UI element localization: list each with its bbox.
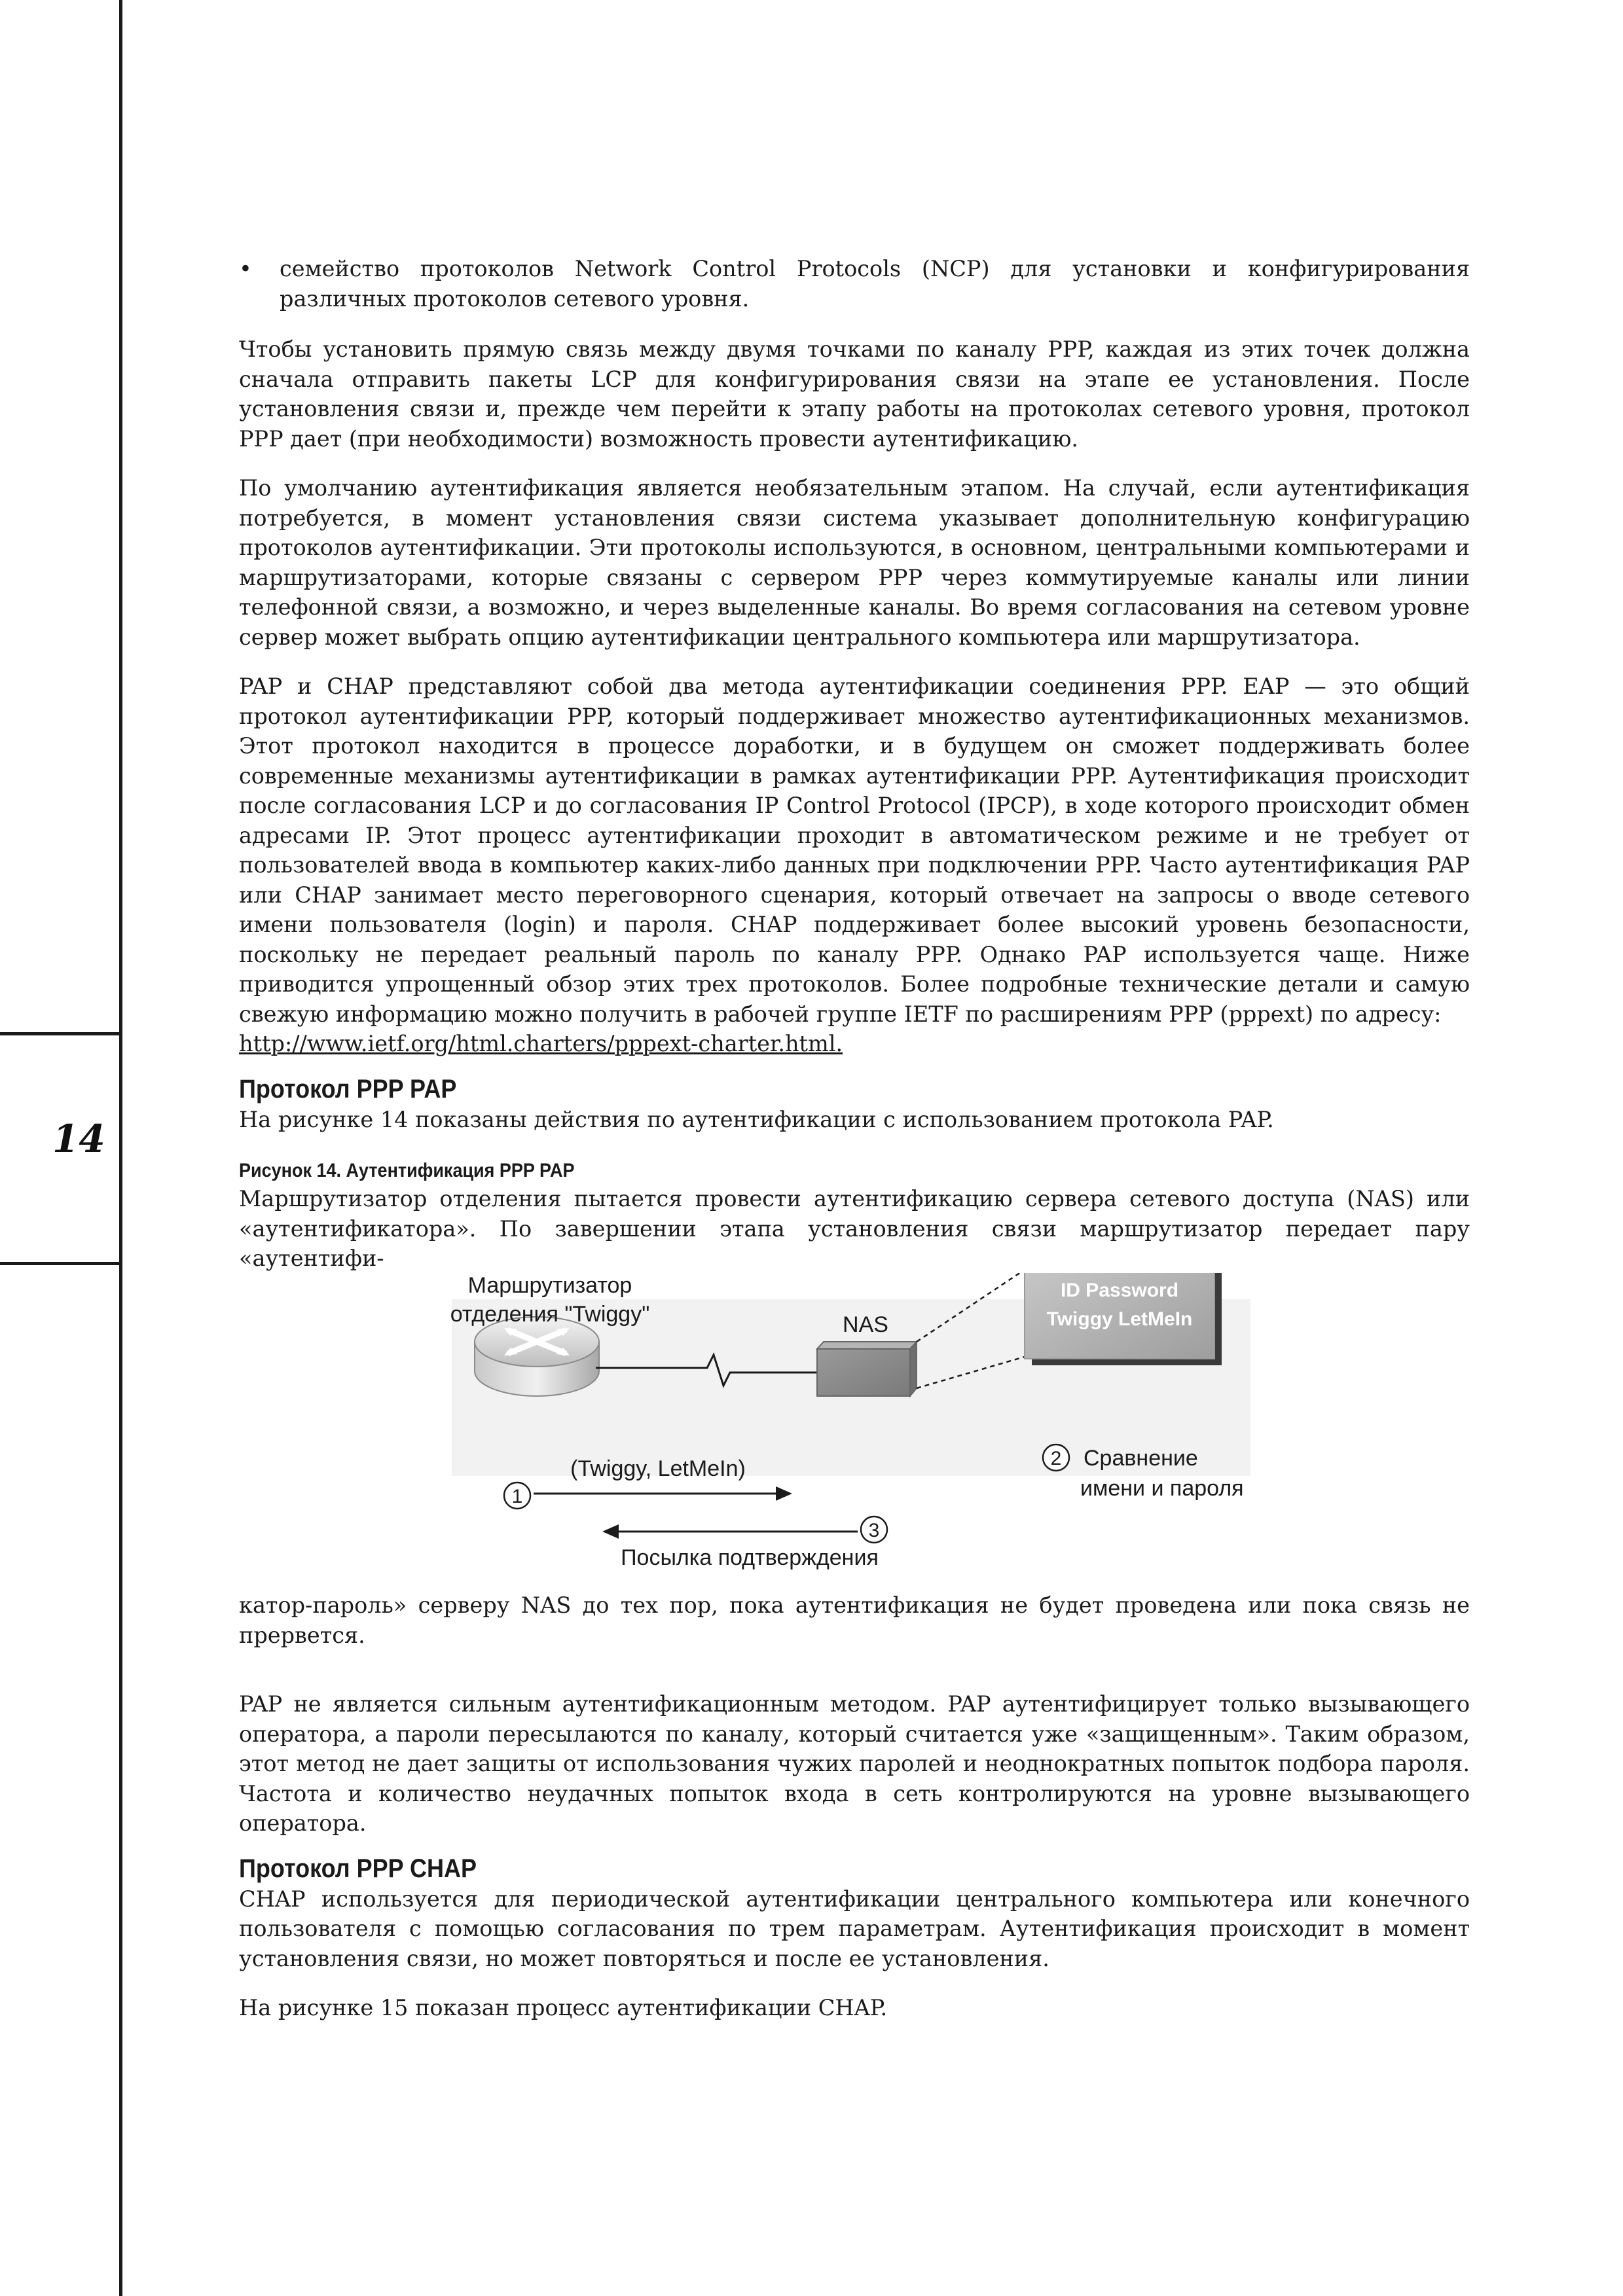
step1-label: (Twiggy, LetMeIn) — [570, 1456, 746, 1481]
main-content — [239, 254, 1470, 1274]
step3-number: 3 — [868, 1520, 880, 1541]
credentials-line2: Twiggy LetMeIn — [1046, 1308, 1193, 1330]
pap-weakness: PAP не является сильным аутентификационным методом. PAP аутентифицирует только вызывающего оператора, а пароли пересылаются по каналу, который считается уже «защищенным». Таким образом, этот метод не дает защиты от использования чужих паролей и неоднократных попыток подбора пароля. Частота и количество неудачных попыток входа в сеть контролируются на уровне вызывающего оператора. — [239, 1691, 1470, 1836]
page-tab-top-rule — [0, 1032, 120, 1035]
router-label-line1: Маршрутизатор — [467, 1273, 632, 1298]
step1-arrowhead — [776, 1486, 792, 1501]
paragraph: Чтобы установить прямую связь между двумя точками по каналу PPP, каждая из этих точек должна сначала отправить пакеты LCP для конфигурирования связи на этапе ее установления. После установления связи и, прежде чем перейти к этапу работы на протоколах сетевого уровня, протокол PPP дает (при необходимости) возможность провести аутентификацию. — [239, 336, 1470, 452]
page-tab-bottom-rule — [0, 1262, 120, 1265]
nas-device-icon — [817, 1342, 917, 1396]
pap-diagram — [399, 1273, 1316, 1587]
bullet-marker: • — [239, 256, 252, 281]
paragraph: По умолчанию аутентификация является необязательным этапом. На случай, если аутентификация потребуется, в момент установления связи система указывает дополнительную конфигурацию протоколов аутентификации. Эти протоколы используются, в основном, центральными компьютерами и маршрутизаторами, которые связаны с сервером PPP через коммутируемые каналы или линии телефонной связи, а возможно, и через выделенные каналы. Во время согласования на сетевом уровне сервер может выбрать опцию аутентификации центрального компьютера или маршрутизатора. — [239, 475, 1470, 650]
page-number: 14 — [52, 1117, 105, 1161]
step3-label: Посылка подтверждения — [621, 1545, 879, 1570]
paragraph: PAP и CHAP представляют собой два метода аутентификации соединения PPP. EAP — это общий протокол аутентификации PPP, который поддерживает множество аутентификационных механизмов. Этот протокол находится в процессе доработки, и в будущем он сможет поддерживать более современные механизмы аутентификации в рамках аутентификации PPP. Аутентификация происходит после согласования LCP и до согласования IP Control Protocol (IPCP), в ходе которого происходит обмен адресами IP. Этот процесс аутентификации проходит в автоматическом режиме и не требует от пользователей ввода в компьютер каких-либо данных при подключении PPP. Часто аутентификация PAP или CHAP занимает место переговорного сценария, который отвечает на запросы о вводе сетевого имени пользователя (login) и пароля. CHAP поддерживает более высокий уровень безопасности, поскольку не передает реальный пароль по каналу PPP. Однако PAP используется чаще. Ниже приводится упрощенный обзор этих трех протоколов. Более подробные технические детали и самую свежую информацию можно получить в рабочей группе IETF по расширениям PPP (pppext) по адресу: — [239, 673, 1470, 1027]
section-heading-chap: Протокол PPP CHAP — [239, 1854, 477, 1883]
credentials-line1: ID Password — [1060, 1280, 1179, 1301]
router-icon — [475, 1317, 599, 1396]
page-margin-rule — [119, 0, 122, 2296]
bullet-text: семейство протоколов Network Control Protocols (NCP) для установки и конфигурирования различных протоколов сетевого уровня. — [280, 256, 1470, 312]
pap-text-after-figure: катор-пароль» серверу NAS до тех пор, пока аутентификация не будет проведена или пока связь не прервется. — [239, 1592, 1470, 1648]
step1-number: 1 — [511, 1486, 523, 1507]
pap-intro: На рисунке 14 показаны действия по аутентификации с использованием протокола PAP. — [239, 1106, 1274, 1132]
content-after-figure — [239, 1590, 1470, 2023]
chap-figure-ref: На рисунке 15 показан процесс аутентификации CHAP. — [239, 1995, 888, 2020]
figure-caption: Рисунок 14. Аутентификация PPP PAP — [239, 1160, 575, 1181]
bullet-item — [239, 254, 1470, 314]
chap-text: CHAP используется для периодической аутентификации центрального компьютера или конечного пользователя с помощью согласования по трем параметрам. Аутентификация происходит в момент установления связи, но может повторяться и после ее установления. — [239, 1886, 1470, 1971]
pppext-link[interactable]: http://www.ietf.org/html.charters/pppext-charter.html. — [239, 1031, 843, 1056]
router-label-line2: отделения "Twiggy" — [450, 1302, 650, 1327]
step2-number: 2 — [1050, 1448, 1062, 1469]
step2-label-line2: имени и пароля — [1080, 1476, 1244, 1501]
section-heading-pap: Протокол PPP PAP — [239, 1074, 457, 1103]
nas-label: NAS — [843, 1312, 888, 1337]
step2-label-line1: Сравнение — [1084, 1446, 1198, 1471]
pap-text-before-figure: Маршрутизатор отделения пытается провести аутентификацию сервера сетевого доступа (NAS) или «аутентификатора». По завершении этапа установления связи маршрутизатор передает пару «аутентифи- — [239, 1186, 1470, 1271]
step3-arrowhead — [602, 1524, 619, 1539]
